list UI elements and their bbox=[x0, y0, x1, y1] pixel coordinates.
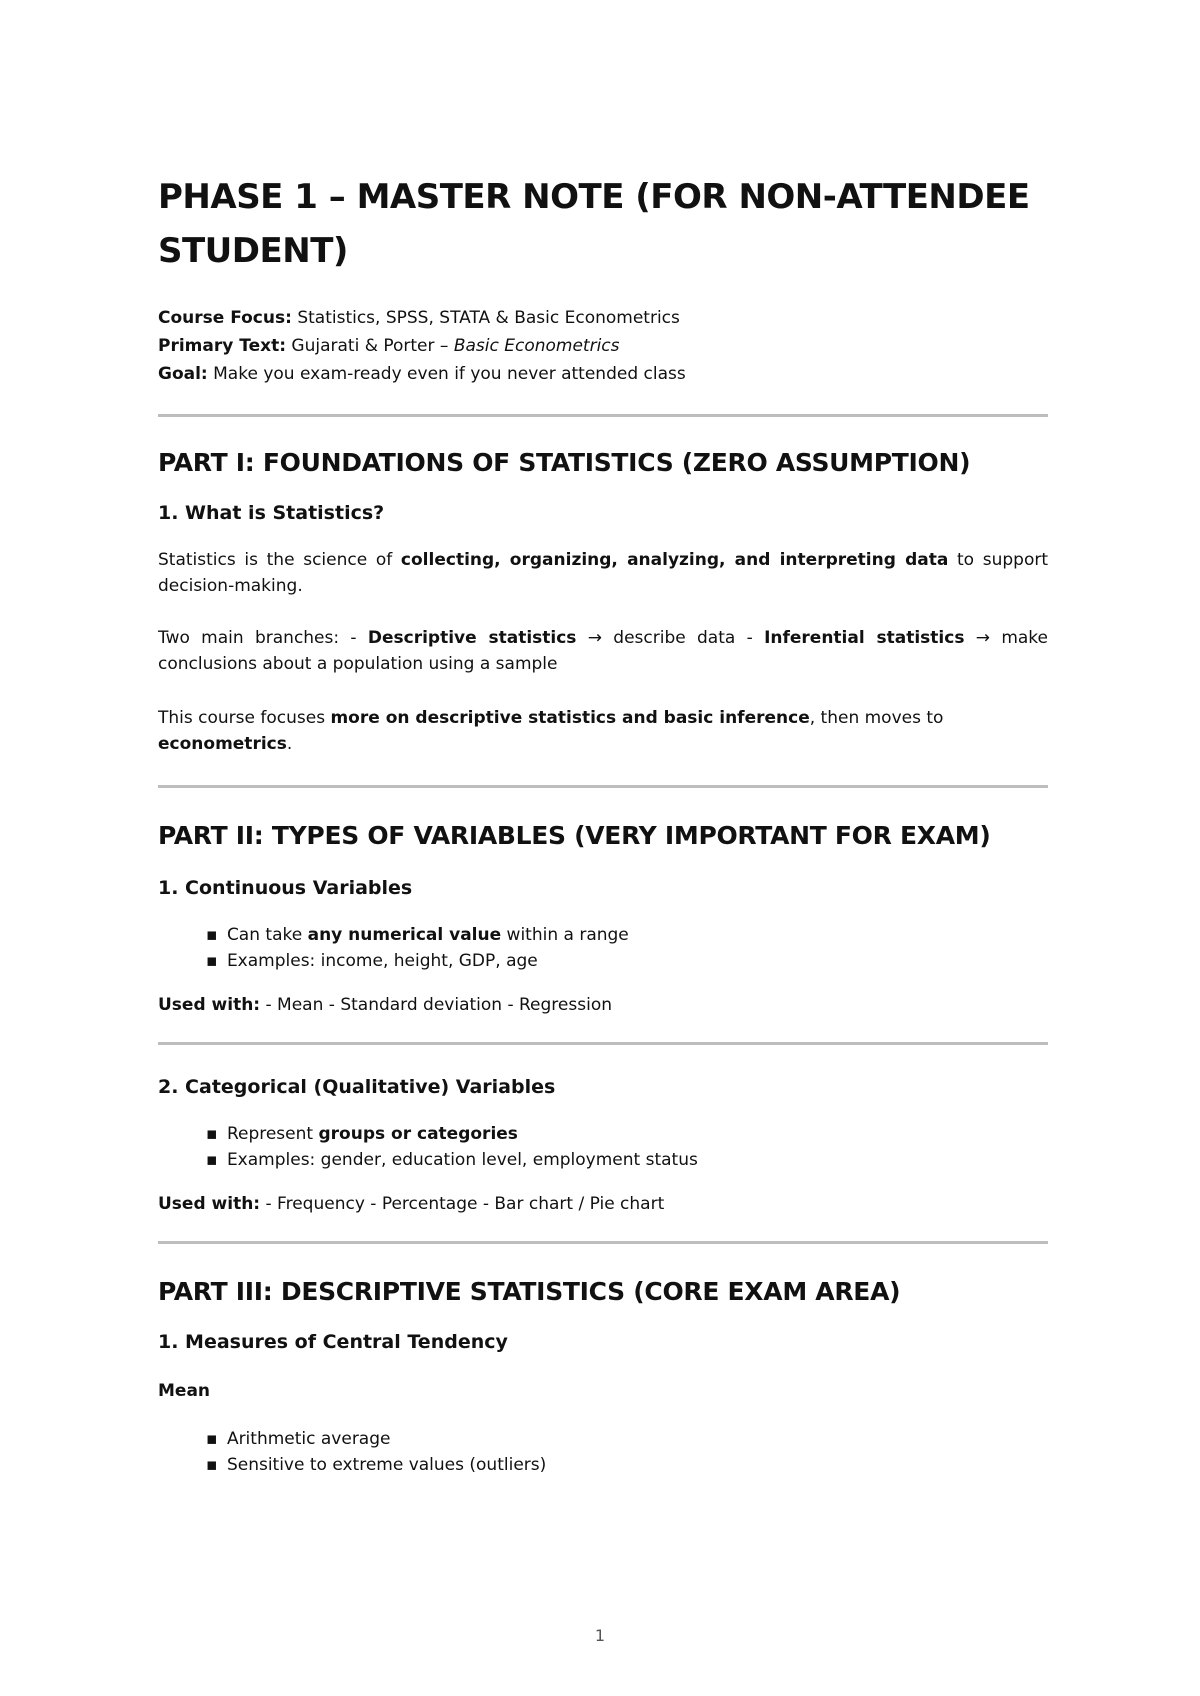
divider bbox=[158, 1042, 1048, 1045]
categorical-used-with: Used with: - Frequency - Percentage - Bar chart / Pie chart bbox=[158, 1194, 665, 1214]
bullet-icon: ▪ bbox=[206, 925, 218, 945]
divider bbox=[158, 1241, 1048, 1244]
statistics-definition: Statistics is the science of collecting, organizing, analyzing, and interpreting data to support decision-making. bbox=[158, 550, 1049, 596]
page-number: 1 bbox=[594, 1626, 606, 1645]
part2-heading: PART II: TYPES OF VARIABLES (VERY IMPORTANT FOR EXAM) bbox=[158, 821, 991, 850]
course-focus-paragraph: This course focuses more on descriptive statistics and basic inference, then moves to econometrics. bbox=[158, 708, 944, 754]
document-title: PHASE 1 – MASTER NOTE (FOR NON-ATTENDEE STUDENT) bbox=[158, 177, 1030, 271]
continuous-variables-list bbox=[158, 922, 1048, 974]
list-item: ▪ Examples: gender, education level, employment status bbox=[206, 1150, 698, 1170]
continuous-used-with: Used with: - Mean - Standard deviation - Regression bbox=[158, 995, 612, 1015]
document-page bbox=[158, 170, 1048, 1478]
categorical-variables-heading: 2. Categorical (Qualitative) Variables bbox=[158, 1076, 556, 1098]
branches-paragraph: Two main branches: - Descriptive statistics → describe data - Inferential statistics → make conclusions about a population using a sample bbox=[158, 628, 1048, 674]
list-item: ▪ Examples: income, height, GDP, age bbox=[206, 951, 538, 971]
list-item: ▪ Sensitive to extreme values (outliers) bbox=[206, 1455, 547, 1475]
primary-text-line: Primary Text: Gujarati & Porter – Basic Econometrics bbox=[158, 336, 620, 356]
part1-subheading: 1. What is Statistics? bbox=[158, 502, 385, 524]
goal-line: Goal: Make you exam-ready even if you never attended class bbox=[158, 364, 686, 384]
bullet-icon: ▪ bbox=[206, 1455, 218, 1475]
bullet-icon: ▪ bbox=[206, 1150, 218, 1170]
continuous-variables-heading: 1. Continuous Variables bbox=[158, 877, 413, 899]
bullet-icon: ▪ bbox=[206, 1429, 218, 1449]
course-focus-line: Course Focus: Statistics, SPSS, STATA & Basic Econometrics bbox=[158, 308, 680, 328]
list-item: ▪ Can take any numerical value within a range bbox=[206, 925, 629, 945]
divider bbox=[158, 785, 1048, 788]
divider bbox=[158, 414, 1048, 417]
list-item: ▪ Represent groups or categories bbox=[206, 1124, 518, 1144]
book-title: Basic Econometrics bbox=[453, 336, 620, 356]
central-tendency-heading: 1. Measures of Central Tendency bbox=[158, 1331, 508, 1353]
mean-label: Mean bbox=[158, 1381, 211, 1401]
bullet-icon: ▪ bbox=[206, 1124, 218, 1144]
part1-heading: PART I: FOUNDATIONS OF STATISTICS (ZERO ASSUMPTION) bbox=[158, 448, 971, 477]
bullet-icon: ▪ bbox=[206, 951, 218, 971]
categorical-variables-list bbox=[158, 1121, 1048, 1173]
mean-list bbox=[158, 1426, 1048, 1478]
list-item: ▪ Arithmetic average bbox=[206, 1429, 391, 1449]
part3-heading: PART III: DESCRIPTIVE STATISTICS (CORE EXAM AREA) bbox=[158, 1277, 901, 1306]
